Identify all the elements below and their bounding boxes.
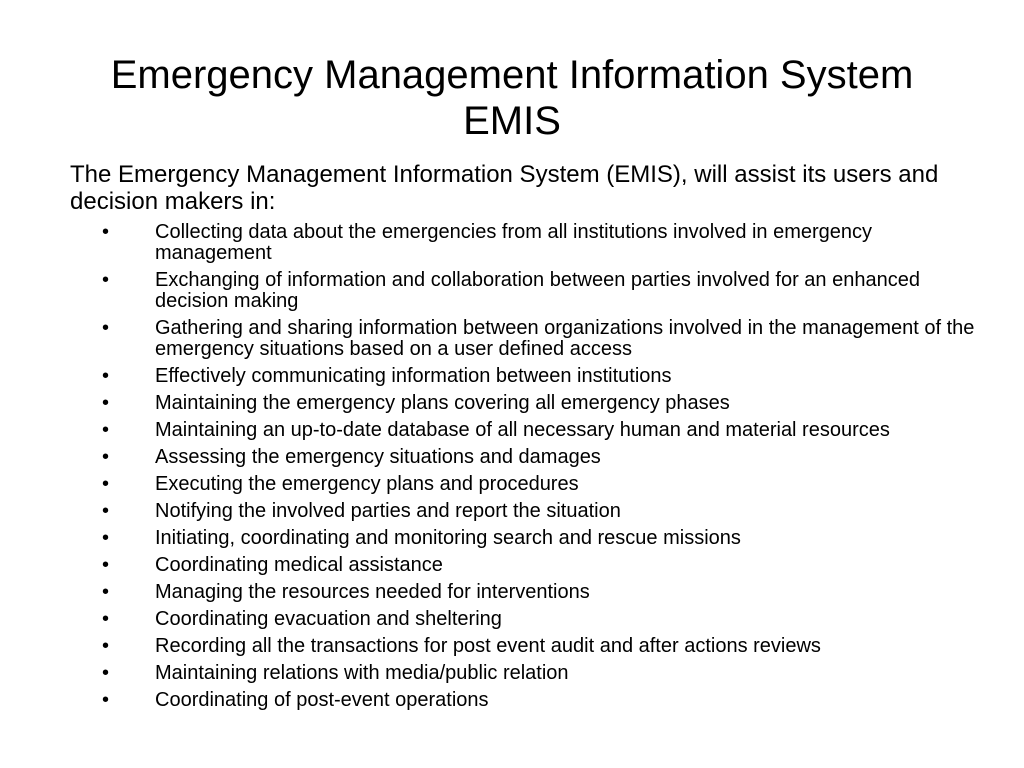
bullet-text: Recording all the transactions for post event audit and after actions reviews — [155, 635, 821, 657]
bullet-item — [70, 501, 990, 522]
bullet-text: Maintaining an up-to-date database of all necessary human and material resources — [155, 419, 890, 441]
bullet-icon: • — [102, 581, 110, 603]
bullet-item — [70, 636, 990, 657]
bullet-text: Executing the emergency plans and procedures — [155, 473, 579, 495]
bullet-icon: • — [102, 500, 110, 522]
bullet-icon: • — [102, 221, 110, 243]
bullet-icon: • — [102, 527, 110, 549]
bullet-item — [70, 528, 990, 549]
bullet-icon: • — [102, 473, 110, 495]
bullet-item — [70, 663, 990, 684]
bullet-item — [70, 420, 990, 441]
bullet-icon: • — [102, 317, 110, 339]
bullet-icon: • — [102, 419, 110, 441]
bullet-text: Effectively communicating information between institutions — [155, 365, 672, 387]
bullet-icon: • — [102, 392, 110, 414]
bullet-text: Coordinating of post-event operations — [155, 689, 489, 711]
slide-title — [60, 52, 964, 144]
bullet-item — [70, 270, 990, 312]
bullet-text: Exchanging of information and collaboration between parties involved for an enhanced decision making — [155, 269, 920, 312]
bullet-list — [70, 222, 990, 717]
bullet-text: Maintaining relations with media/public relation — [155, 662, 569, 684]
bullet-item — [70, 609, 990, 630]
bullet-text: Coordinating medical assistance — [155, 554, 443, 576]
bullet-item — [70, 582, 990, 603]
bullet-icon: • — [102, 662, 110, 684]
bullet-item — [70, 393, 990, 414]
bullet-icon: • — [102, 554, 110, 576]
bullet-item — [70, 222, 990, 264]
bullet-text: Initiating, coordinating and monitoring search and rescue missions — [155, 527, 741, 549]
slide-title-line-2: EMIS — [463, 99, 561, 143]
bullet-icon: • — [102, 689, 110, 711]
bullet-icon: • — [102, 608, 110, 630]
bullet-text: Gathering and sharing information between organizations involved in the management of the emergency situations based on a user defined access — [155, 317, 975, 360]
bullet-icon: • — [102, 635, 110, 657]
bullet-text: Maintaining the emergency plans covering all emergency phases — [155, 392, 730, 414]
bullet-icon: • — [102, 269, 110, 291]
bullet-text: Collecting data about the emergencies from all institutions involved in emergency management — [155, 221, 873, 264]
bullet-text: Managing the resources needed for interventions — [155, 581, 590, 603]
bullet-text: Notifying the involved parties and report the situation — [155, 500, 621, 522]
bullet-item — [70, 447, 990, 468]
intro-paragraph: The Emergency Management Information System (EMIS), will assist its users and decision makers in: — [70, 161, 939, 215]
bullet-item — [70, 366, 990, 387]
bullet-item — [70, 555, 990, 576]
bullet-icon: • — [102, 365, 110, 387]
bullet-icon: • — [102, 446, 110, 468]
bullet-item — [70, 318, 990, 360]
slide-title-line-1: Emergency Management Information System — [110, 53, 914, 97]
bullet-text: Coordinating evacuation and sheltering — [155, 608, 502, 630]
bullet-text: Assessing the emergency situations and damages — [155, 446, 601, 468]
bullet-item — [70, 690, 990, 711]
bullet-item — [70, 474, 990, 495]
